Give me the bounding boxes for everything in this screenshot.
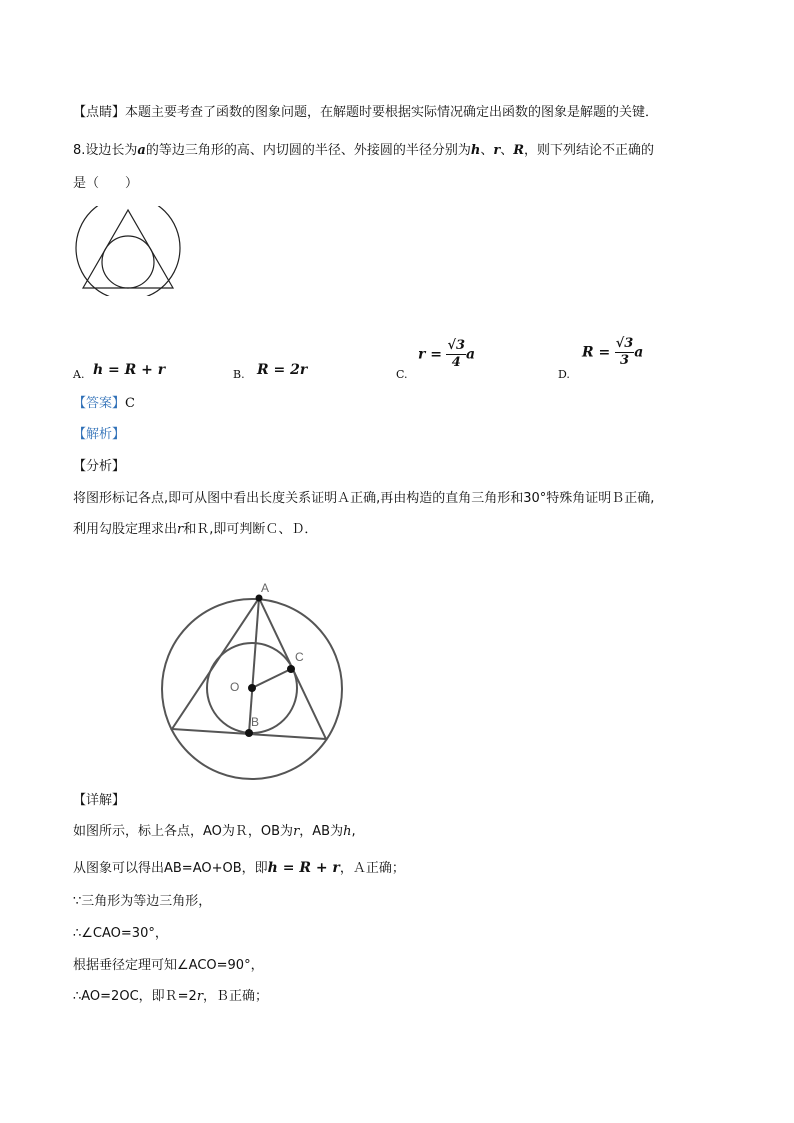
detail-line1-pre: 如图所示，标上各点，AO为Ｒ，OB为 — [73, 824, 294, 839]
detail-line1-mid: ，AB为 — [299, 824, 344, 839]
var-R: R — [513, 143, 525, 158]
point-c — [287, 665, 295, 673]
figure-1 — [74, 206, 184, 296]
detail-line-3: ∵三角形为等边三角形， — [73, 894, 212, 909]
question-line-2: 是（ ） — [73, 176, 139, 191]
detail-line-1 — [73, 823, 356, 841]
option-d-den: 3 — [619, 353, 630, 368]
detail-line6-r: r — [196, 989, 204, 1004]
detail-line1-end: , — [351, 824, 356, 839]
option-c-lhs: r = — [418, 346, 442, 363]
label-a: A — [261, 581, 270, 595]
label-b: B — [251, 715, 260, 729]
option-c-var: a — [466, 346, 476, 363]
detail-line6-pre: ∴AO=2OC，即Ｒ=2 — [73, 989, 197, 1004]
figure-2 — [155, 578, 355, 788]
var-h: h — [470, 143, 481, 158]
option-d-num: √3 — [615, 336, 634, 351]
option-c-den: 4 — [451, 355, 461, 370]
fenxi-line2-post: 和Ｒ,即可判断Ｃ、Ｄ． — [183, 522, 318, 537]
detail-var-r: r — [293, 824, 300, 839]
var-r: r — [493, 143, 501, 158]
option-d-frac — [615, 336, 635, 369]
option-b-label: B. — [233, 368, 245, 381]
sep-2: 、 — [500, 143, 514, 158]
option-d-var: a — [634, 344, 644, 361]
option-c-expr — [418, 338, 475, 371]
var-a: a — [137, 143, 146, 158]
detail-label: 【详解】 — [73, 793, 126, 808]
circumcircle — [76, 206, 180, 296]
point-a — [256, 595, 263, 602]
question-line-1 — [73, 142, 654, 160]
fenxi-line2-pre: 利用勾股定理求出 — [73, 522, 178, 537]
sep-1: 、 — [480, 143, 494, 158]
option-c-frac — [446, 338, 466, 371]
detail-line2-post: ，Ａ正确； — [339, 861, 405, 876]
option-a-expr: h = R + r — [93, 362, 166, 378]
note-text: 本题主要考查了函数的图象问题，在解题时要根据实际情况确定出函数的图象是解题的关键． — [125, 105, 659, 120]
option-d-label: D. — [558, 368, 570, 381]
detail-line6-post: ，Ｂ正确； — [203, 989, 269, 1004]
option-a-label: A. — [73, 368, 85, 381]
option-b-expr: R = 2r — [257, 362, 308, 378]
fenxi-var-r: r — [177, 522, 184, 537]
question-pre: 设边长为 — [85, 143, 138, 158]
analysis-label: 【解析】 — [73, 427, 126, 442]
detail-line-5: 根据垂径定理可知∠ACO=90°， — [73, 958, 264, 973]
question-mid: 的等边三角形的高、内切圆的半径、外接圆的半径分别为 — [145, 143, 471, 158]
segment-ab — [249, 598, 259, 733]
fenxi-line-2 — [73, 521, 317, 539]
point-o — [248, 684, 256, 692]
point-b — [245, 729, 253, 737]
question-number: 8. — [73, 143, 86, 158]
detail-var-h: h — [343, 824, 352, 839]
option-c-num: √3 — [447, 338, 466, 353]
detail-line-4: ∴∠CAO=30°， — [73, 926, 168, 941]
answer-value: C — [125, 396, 135, 411]
note-label: 【点睛】 — [73, 105, 126, 120]
incircle — [102, 236, 154, 288]
detail-line2-expr: h = R + r — [267, 860, 340, 876]
detail-line2-pre: 从图象可以得出AB=AO+OB，即 — [73, 861, 268, 876]
detail-line-6 — [73, 988, 268, 1006]
fenxi-line-1: 将图形标记各点,即可从图中看出长度关系证明Ａ正确,再由构造的直角三角形和30°特殊角证明Ｂ正确, — [73, 491, 655, 506]
label-c: C — [295, 650, 304, 664]
answer-line — [73, 395, 135, 413]
option-c-label: C. — [396, 368, 408, 381]
segment-oc — [252, 669, 291, 688]
note-line — [73, 104, 658, 122]
label-o: O — [230, 680, 240, 694]
answer-label: 【答案】 — [73, 396, 126, 411]
detail-line-2 — [73, 859, 405, 878]
question-post: ，则下列结论不正确的 — [524, 143, 655, 158]
fenxi-label: 【分析】 — [73, 459, 126, 474]
triangle — [83, 210, 173, 288]
option-d-expr — [582, 336, 643, 369]
option-d-lhs: R = — [582, 344, 611, 361]
